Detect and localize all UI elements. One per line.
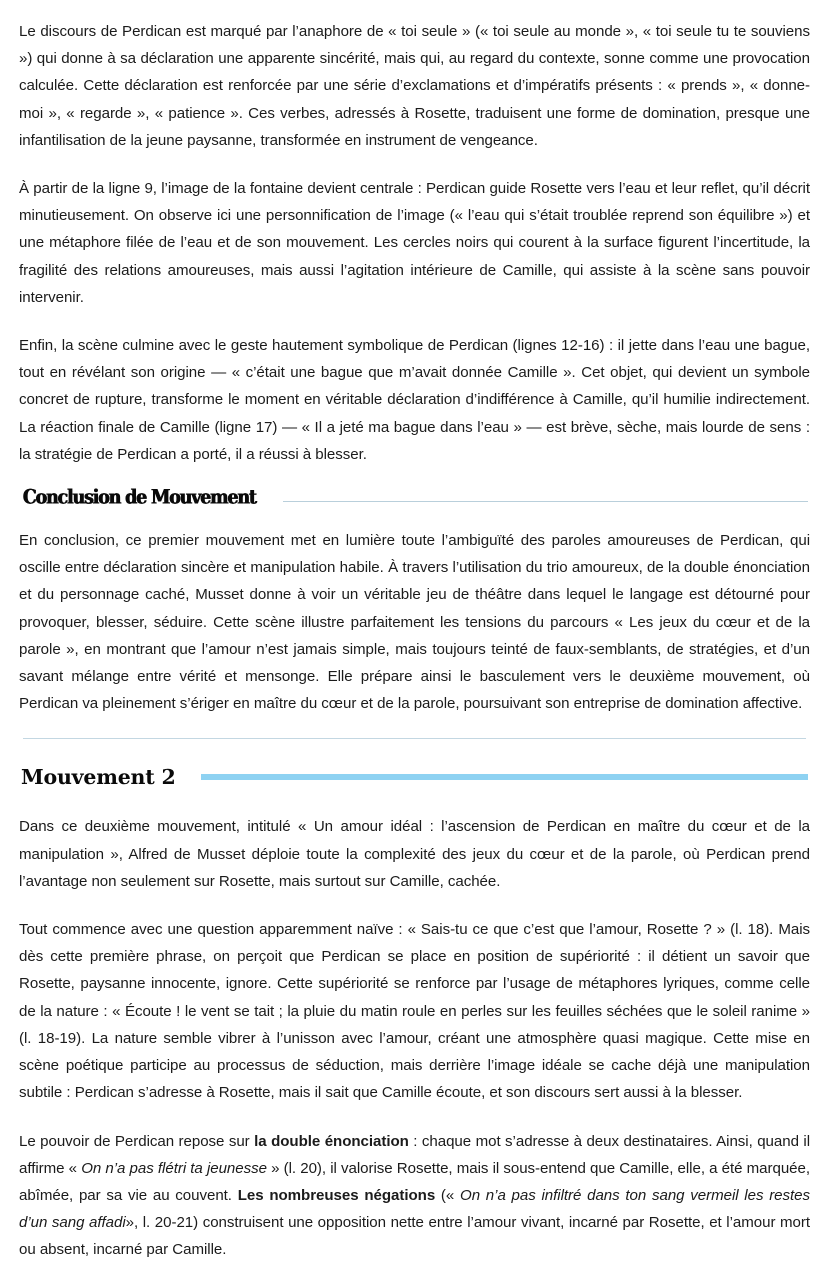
text-run: (« xyxy=(435,1186,461,1204)
text-run: » (l. 20), il valorise Rosette, mais il sous-entend que Camille, elle, a été marquée, abîmée, par sa vie au couvent. xyxy=(19,1159,811,1204)
paragraph-mouvement2-2: Tout commence avec une question apparemment naïve : « Sais-tu ce que c’est que l’amour, Rosette ? » (l. 18). Mais dès cette première phrase, on perçoit que Perdican se place en position de supériorité : il détient un savoir que Rosette, paysanne innocente, ignore. Cette supériorité se renforce par l’usage de métaphores lyriques, comme celle de la nature : « Écoute ! le vent se tait ; la pluie du matin roule en perles sur les feuilles séchées que le soleil ranime » (l. 18-19). La nature semble vibrer à l’unisson avec l’amour, créant une atmosphère quasi magique. Cette mise en scène poétique participe au processus de séduction, mais derrière l’image idéale se cache déjà une manipulation subtile : Perdican s’adresse à Rosette, mais il sait que Camille écoute, et son discours sert aussi à la blesser. xyxy=(19,921,810,1102)
paragraph-mouvement2-3 xyxy=(19,1128,810,1264)
paragraph-conclusion-1: En conclusion, ce premier mouvement met en lumière toute l’ambiguïté des paroles amoureuses de Perdican, qui oscille entre déclaration sincère et manipulation habile. À travers l’utilisation du trio amoureux, de la double énonciation et du personnage caché, Musset donne à voir un véritable jeu de théâtre dans lequel le langage est détourné pour provoquer, blesser, séduire. Cette scène illustre parfaitement les tensions du parcours « Les jeux du cœur et de la parole », en montrant que l’amour n’est jamais simple, mais toujours teinté de faux-semblants, de stratégies, et d’un savant mélange entre vérité et mensonge. Elle prépare ainsi le basculement vers le deuxième mouvement, où Perdican va pleinement s’ériger en maître du cœur et de la parole, poursuivant son entreprise de domination affective. xyxy=(19,532,810,713)
text-run: Le pouvoir de Perdican repose sur xyxy=(19,1132,255,1150)
paragraph-intro-2: À partir de la ligne 9, l’image de la fontaine devient centrale : Perdican guide Rosette vers l’eau et leur reflet, qu’il décrit minutieusement. On observe ici une personnification de l’image (« l’eau qui s’était troublée reprend son équilibre ») et une métaphore filée de l’eau et de son mouvement. Les cercles noirs qui courent à la surface figurent l’incertitude, la fragilité des relations amoureuses, mais aussi l’agitation intérieure de Camille, qui assiste à la scène sans pouvoir intervenir. xyxy=(19,180,810,306)
paragraph-mouvement2-1: Dans ce deuxième mouvement, intitulé « Un amour idéal : l’ascension de Perdican en maître du cœur et de la manipulation », Alfred de Musset déploie toute la complexité des jeux du cœur et de la parole, où Perdican prend l’avantage non seulement sur Rosette, mais surtout sur Camille, cachée. xyxy=(19,818,810,890)
mouvement2-heading-row xyxy=(19,765,810,789)
paragraph-intro-1: Le discours de Perdican est marqué par l’anaphore de « toi seule » (« toi seule au monde », « toi seule tu te souviens ») qui donne à sa déclaration une apparente sincérité, mais qui, au regard du contexte, sonne comme une provocation calculée. Cette déclaration est renforcée par une série d’exclamations et d’impératifs présents : « prends », « donne-moi », « regarde », « patience ». Ces verbes, adressés à Rosette, traduisent une forme de domination, presque une infantilisation de la jeune paysanne, transformée en instrument de vengeance. xyxy=(19,23,810,149)
text-run-bold-double-enonciation: la double énonciation xyxy=(254,1132,409,1150)
conclusion-heading: Conclusion de Mouvement xyxy=(22,486,256,510)
text-run-bold-negations: Les nombreuses négations xyxy=(237,1186,436,1204)
mouvement2-heading: Mouvement 2 xyxy=(21,765,176,790)
text-run-italic-quote-1: On n’a pas flétri ta jeunesse xyxy=(81,1159,267,1177)
section-divider xyxy=(23,738,806,739)
text-run-italic-quote-2: On n’a pas infiltré dans ton sang vermeil les restes d’un sang affadi xyxy=(19,1186,811,1232)
text-run: », l. 20-21) construisent une opposition nette entre l’amour vivant, incarné par Rosette, et l’amour mort ou absent, incarné par Camille. xyxy=(19,1214,810,1259)
conclusion-heading-row xyxy=(19,486,810,510)
paragraph-intro-3: Enfin, la scène culmine avec le geste hautement symbolique de Perdican (lignes 12-16) : il jette dans l’eau une bague, tout en révélant son origine — « c’était une bague que m’avait donnée Camille ». Cet objet, qui devient un symbole concret de rupture, transforme le moment en véritable déclaration d’indifférence à Camille, qu’il humilie indirectement. La réaction finale de Camille (ligne 17) — « Il a jeté ma bague dans l’eau » — est brève, sèche, mais lourde de sens : la stratégie de Perdican a porté, il a réussi à blesser. xyxy=(19,337,810,463)
text-run: : chaque mot s’adresse à deux destinataires. Ainsi, quand il affirme « xyxy=(19,1132,810,1177)
mouvement2-accent-bar xyxy=(201,774,808,780)
conclusion-heading-rule xyxy=(283,501,808,502)
